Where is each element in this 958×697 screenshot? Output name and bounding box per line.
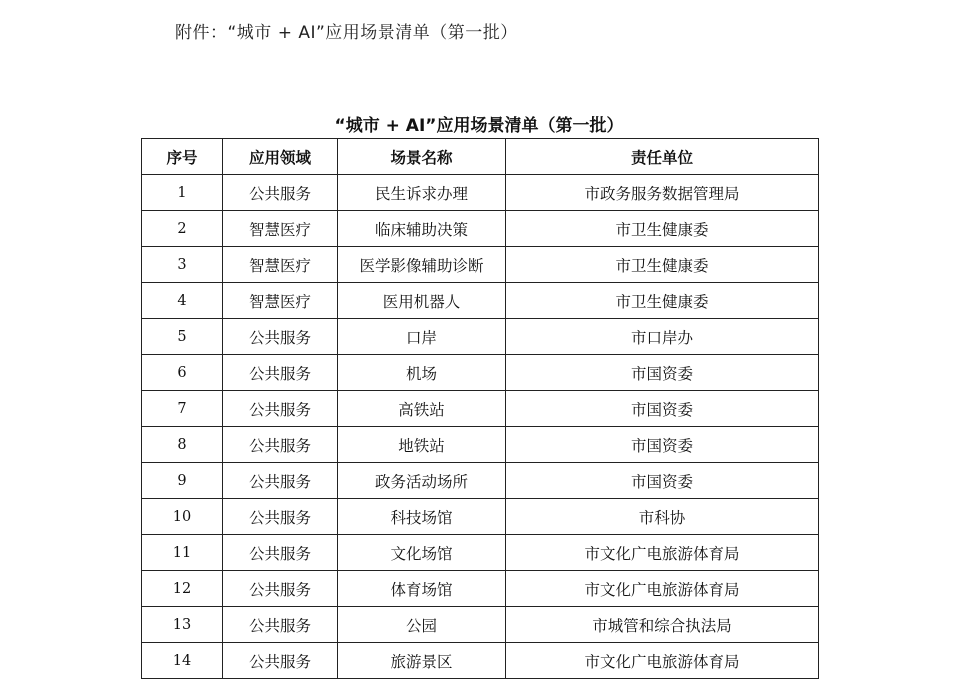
cell-application-domain: 公共服务	[223, 607, 338, 643]
header-responsible-unit: 责任单位	[506, 139, 819, 175]
cell-application-domain: 智慧医疗	[223, 211, 338, 247]
cell-serial-number: 6	[142, 355, 223, 391]
cell-responsible-unit: 市城管和综合执法局	[506, 607, 819, 643]
cell-application-domain: 公共服务	[223, 391, 338, 427]
table-row	[142, 247, 819, 283]
cell-serial-number: 7	[142, 391, 223, 427]
cell-serial-number: 14	[142, 643, 223, 679]
header-application-domain: 应用领域	[223, 139, 338, 175]
cell-scenario-name: 体育场馆	[338, 571, 506, 607]
table-body	[142, 175, 819, 679]
document-title: “城市 + AI”应用场景清单（第一批）	[334, 116, 624, 136]
cell-application-domain: 公共服务	[223, 319, 338, 355]
cell-scenario-name: 医用机器人	[338, 283, 506, 319]
cell-application-domain: 公共服务	[223, 427, 338, 463]
cell-serial-number: 5	[142, 319, 223, 355]
cell-scenario-name: 临床辅助决策	[338, 211, 506, 247]
cell-scenario-name: 高铁站	[338, 391, 506, 427]
header-serial-number: 序号	[142, 139, 223, 175]
cell-scenario-name: 机场	[338, 355, 506, 391]
attachment-label: 附件：“城市 + AI”应用场景清单（第一批）	[175, 23, 518, 43]
table-header-row	[142, 139, 819, 175]
table-row	[142, 463, 819, 499]
cell-responsible-unit: 市国资委	[506, 427, 819, 463]
cell-scenario-name: 医学影像辅助诊断	[338, 247, 506, 283]
cell-responsible-unit: 市文化广电旅游体育局	[506, 643, 819, 679]
cell-application-domain: 公共服务	[223, 355, 338, 391]
cell-responsible-unit: 市国资委	[506, 391, 819, 427]
cell-responsible-unit: 市科协	[506, 499, 819, 535]
table-row	[142, 571, 819, 607]
cell-responsible-unit: 市口岸办	[506, 319, 819, 355]
cell-application-domain: 公共服务	[223, 463, 338, 499]
table-row	[142, 535, 819, 571]
cell-scenario-name: 旅游景区	[338, 643, 506, 679]
cell-scenario-name: 政务活动场所	[338, 463, 506, 499]
header-scenario-name: 场景名称	[338, 139, 506, 175]
cell-scenario-name: 公园	[338, 607, 506, 643]
cell-responsible-unit: 市卫生健康委	[506, 283, 819, 319]
cell-application-domain: 智慧医疗	[223, 247, 338, 283]
cell-responsible-unit: 市文化广电旅游体育局	[506, 535, 819, 571]
cell-scenario-name: 地铁站	[338, 427, 506, 463]
cell-scenario-name: 文化场馆	[338, 535, 506, 571]
cell-responsible-unit: 市国资委	[506, 463, 819, 499]
cell-responsible-unit: 市国资委	[506, 355, 819, 391]
cell-serial-number: 10	[142, 499, 223, 535]
cell-serial-number: 1	[142, 175, 223, 211]
cell-responsible-unit: 市政务服务数据管理局	[506, 175, 819, 211]
cell-application-domain: 公共服务	[223, 643, 338, 679]
cell-application-domain: 公共服务	[223, 175, 338, 211]
table-row	[142, 643, 819, 679]
cell-scenario-name: 科技场馆	[338, 499, 506, 535]
cell-serial-number: 3	[142, 247, 223, 283]
cell-serial-number: 4	[142, 283, 223, 319]
cell-application-domain: 公共服务	[223, 499, 338, 535]
cell-responsible-unit: 市卫生健康委	[506, 211, 819, 247]
cell-serial-number: 8	[142, 427, 223, 463]
cell-application-domain: 智慧医疗	[223, 283, 338, 319]
cell-scenario-name: 口岸	[338, 319, 506, 355]
table-row	[142, 175, 819, 211]
cell-serial-number: 2	[142, 211, 223, 247]
cell-scenario-name: 民生诉求办理	[338, 175, 506, 211]
table-row	[142, 391, 819, 427]
cell-serial-number: 11	[142, 535, 223, 571]
cell-serial-number: 12	[142, 571, 223, 607]
table-row	[142, 283, 819, 319]
scene-list-table	[141, 138, 819, 679]
cell-responsible-unit: 市文化广电旅游体育局	[506, 571, 819, 607]
cell-responsible-unit: 市卫生健康委	[506, 247, 819, 283]
table-row	[142, 499, 819, 535]
cell-application-domain: 公共服务	[223, 535, 338, 571]
table-row	[142, 211, 819, 247]
table-row	[142, 607, 819, 643]
cell-serial-number: 13	[142, 607, 223, 643]
table-row	[142, 355, 819, 391]
table-row	[142, 427, 819, 463]
cell-application-domain: 公共服务	[223, 571, 338, 607]
table-row	[142, 319, 819, 355]
cell-serial-number: 9	[142, 463, 223, 499]
